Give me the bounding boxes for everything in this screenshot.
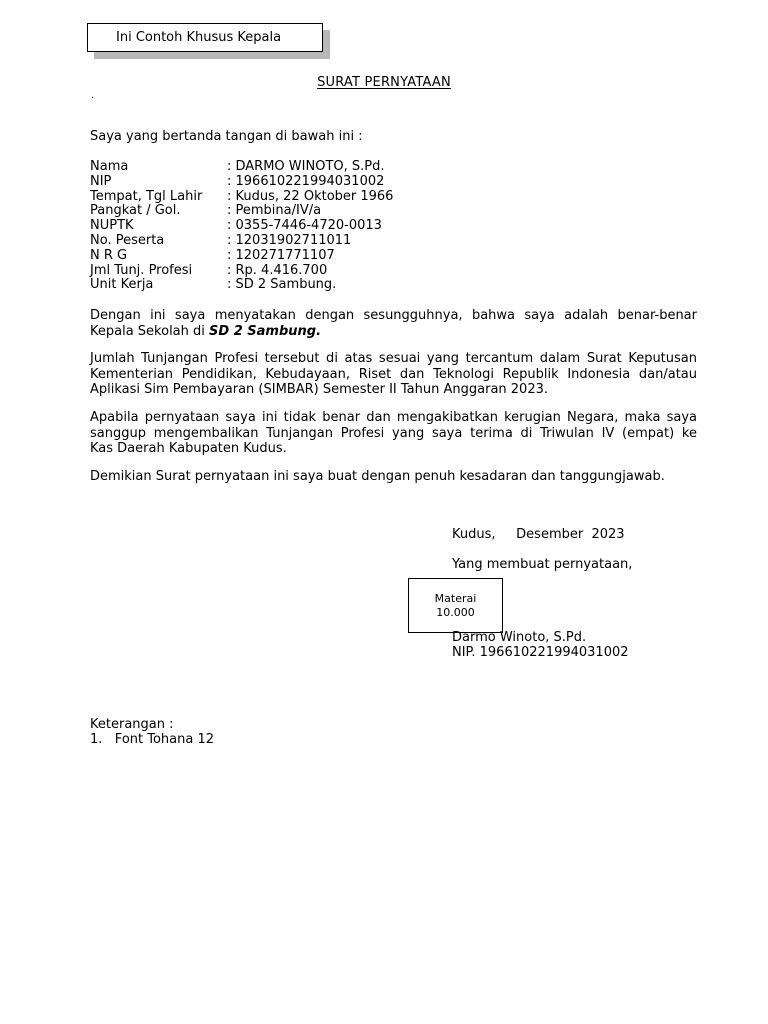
signer-nip: NIP. 196610221994031002 (452, 645, 629, 660)
field-row (90, 175, 490, 190)
field-label: Tempat, Tgl Lahir (90, 188, 203, 204)
paragraph-line: sanggup mengembalikan Tunjangan Profesi yang saya terima di Triwulan IV (empat) ke (90, 425, 697, 441)
signer-caption: Yang membuat pernyataan, (452, 557, 633, 572)
refund-paragraph (90, 410, 697, 457)
stamp-box (408, 578, 503, 633)
field-value: : 196610221994031002 (227, 173, 385, 189)
field-label: Jml Tunj. Profesi (90, 262, 193, 278)
paragraph-line: Dengan ini saya menyatakan dengan sesungguhnya, bahwa saya adalah benar-benar (90, 308, 697, 323)
paragraph-line: Kepala Sekolah di SD 2 Sambung. (90, 323, 322, 339)
field-row (90, 204, 490, 219)
field-label: Unit Kerja (90, 277, 154, 293)
statement-paragraph (90, 308, 697, 339)
title-dot: . (91, 90, 95, 101)
field-label: Nama (90, 159, 129, 174)
allowance-paragraph (90, 351, 697, 398)
paragraph-line: Kas Daerah Kabupaten Kudus. (90, 441, 287, 456)
signer-name: Darmo Winoto, S.Pd. (452, 630, 587, 645)
field-value: : Rp. 4.416.700 (227, 262, 328, 278)
school-name: SD 2 Sambung. (209, 323, 322, 339)
field-value: : DARMO WINOTO, S.Pd. (227, 159, 385, 174)
field-value: : Pembina/IV/a (227, 203, 322, 219)
field-value: : 12031902711011 (227, 232, 352, 248)
field-value: : 0355-7446-4720-0013 (227, 218, 382, 234)
field-row (90, 160, 490, 175)
field-label: NUPTK (90, 218, 134, 234)
field-row (90, 278, 490, 293)
notes-heading: Keterangan : (90, 717, 174, 732)
paragraph-line: Kementerian Pendidikan, Kebudayaan, Riset dan Teknologi Republik Indonesia dan/atau (90, 366, 697, 382)
field-row (90, 219, 490, 234)
field-label: NIP (90, 173, 112, 189)
field-row (90, 249, 490, 264)
identity-fields (90, 160, 490, 293)
document-title: SURAT PERNYATAAN (317, 75, 451, 90)
paragraph-line: Jumlah Tunjangan Profesi tersebut di atas sesuai yang tercantum dalam Surat Keputusan (90, 351, 697, 366)
paragraph-line: Aplikasi Sim Pembayaran (SIMBAR) Semester II Tahun Anggaran 2023. (90, 382, 548, 397)
field-value: : SD 2 Sambung. (227, 277, 337, 293)
field-label: N R G (90, 247, 128, 263)
field-label: Pangkat / Gol. (90, 203, 181, 219)
intro-text: Saya yang bertanda tangan di bawah ini : (90, 129, 363, 144)
paragraph-line: Apabila pernyataan saya ini tidak benar dan mengakibatkan kerugian Negara, maka saya (90, 410, 697, 425)
field-row (90, 190, 490, 205)
field-value: : 120271771107 (227, 247, 335, 263)
field-row (90, 234, 490, 249)
field-value: : Kudus, 22 Oktober 1966 (227, 188, 394, 204)
notes-item: 1. Font Tohana 12 (90, 732, 215, 747)
closing-paragraph: Demikian Surat pernyataan ini saya buat dengan penuh kesadaran dan tanggungjawab. (90, 469, 665, 484)
header-label-box: Ini Contoh Khusus Kepala (87, 23, 323, 52)
field-row (90, 264, 490, 279)
place-date: Kudus, Desember 2023 (452, 527, 625, 542)
field-label: No. Peserta (90, 232, 165, 248)
stamp-label: Materai (434, 592, 477, 605)
stamp-value: 10.000 (436, 606, 475, 619)
